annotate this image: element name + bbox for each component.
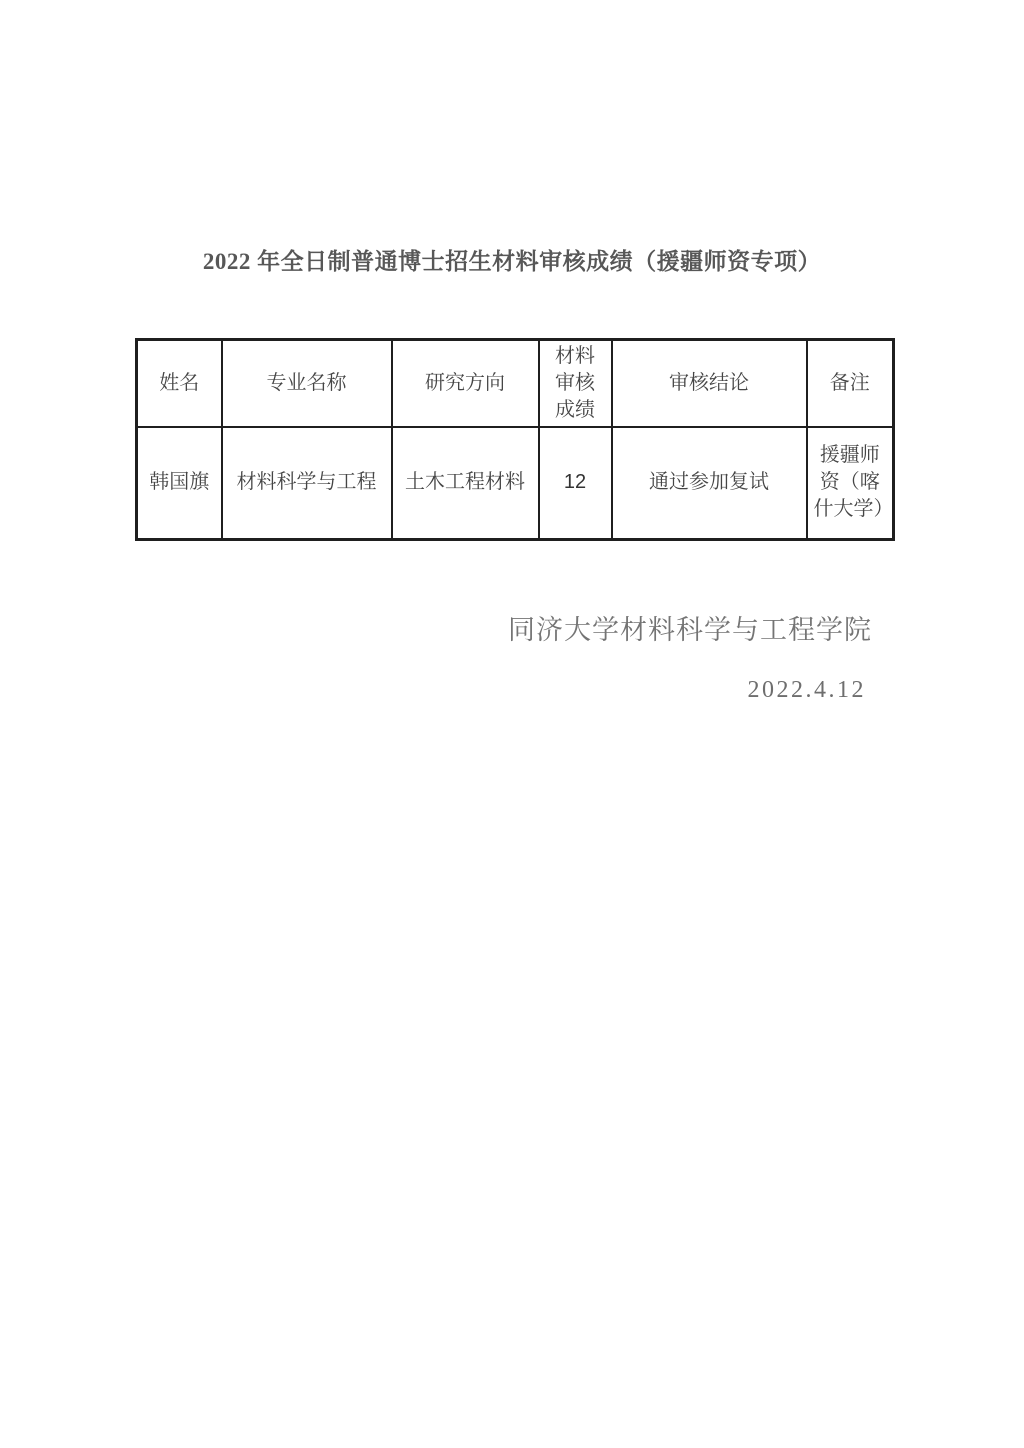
cell-material-review-score: 12 (539, 427, 612, 539)
header-cell-research-direction: 研究方向 (392, 340, 539, 428)
page-title: 2022 年全日制普通博士招生材料审核成绩（援疆师资专项） (202, 249, 822, 274)
cell-remarks: 援疆师资（喀什大学） (807, 427, 894, 539)
header-cell-material-review-score: 材料审核成绩 (539, 340, 612, 428)
cell-major: 材料科学与工程 (222, 427, 392, 539)
header-cell-remarks: 备注 (807, 340, 894, 428)
cell-name: 韩国旗 (137, 427, 222, 539)
cell-review-conclusion: 通过参加复试 (612, 427, 807, 539)
table-header-row (137, 340, 894, 428)
header-cell-major: 专业名称 (222, 340, 392, 428)
signature-date: 2022.4.12 (747, 677, 866, 703)
header-cell-review-conclusion: 审核结论 (612, 340, 807, 428)
review-results-table (135, 338, 895, 541)
cell-research-direction: 土木工程材料 (392, 427, 539, 539)
signature-organization: 同济大学材料科学与工程学院 (508, 615, 872, 645)
header-cell-name: 姓名 (137, 340, 222, 428)
table-row (137, 427, 894, 539)
signature-block (508, 612, 872, 704)
